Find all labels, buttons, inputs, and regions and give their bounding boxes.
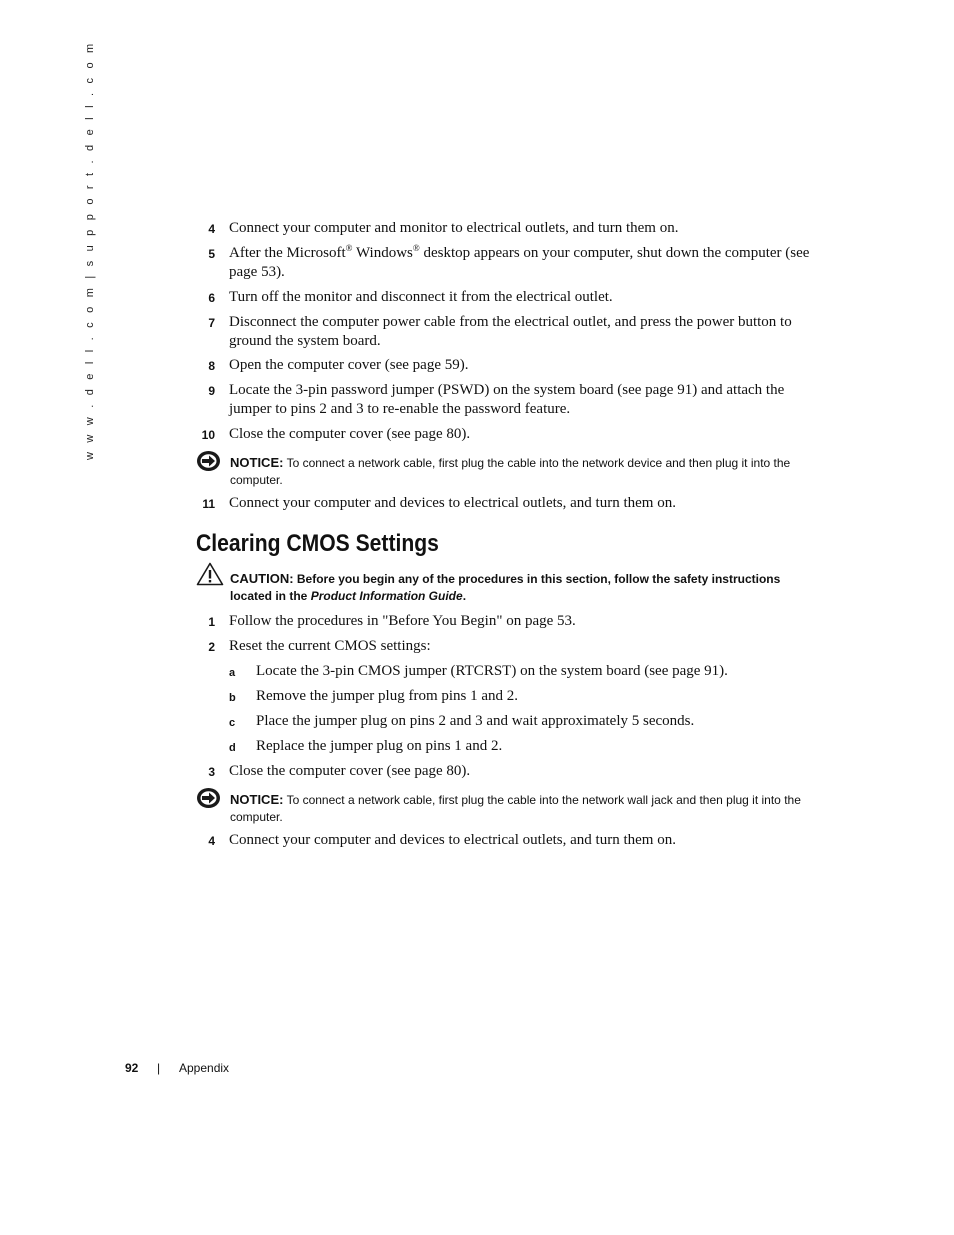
step-text: Connect your computer and devices to electrical outlets, and turn them on.	[229, 832, 676, 848]
caution-box: CAUTION: Before you begin any of the procedures in this section, follow the safety instructions located in the Product Information Guide.	[196, 570, 816, 605]
side-url: w w w . d e l l . c o m | s u p p o r t . d e l l . c o m	[84, 40, 96, 460]
step-number: 9	[208, 384, 215, 398]
list-item	[196, 313, 816, 351]
step-text: Connect your computer and devices to electrical outlets, and turn them on.	[229, 495, 676, 511]
notice-box	[196, 791, 816, 826]
step-number: 7	[208, 316, 215, 330]
step-number: 5	[208, 247, 215, 261]
step-number: 11	[202, 497, 215, 511]
step-text: Reset the current CMOS settings:	[229, 638, 431, 654]
list-item	[196, 381, 816, 419]
list-item	[196, 637, 816, 656]
substep-letter: d	[229, 742, 236, 754]
registered-mark: ®	[345, 243, 353, 253]
step-number: 4	[208, 222, 215, 236]
step-number: 6	[208, 291, 215, 305]
step-text: After the Microsoft® Windows® desktop appears on your computer, shut down the computer (see page 53).	[229, 243, 810, 280]
footer-separator: |	[157, 1061, 161, 1075]
caution-text: Before you begin any of the procedures in this section, follow the safety instructions located in the	[230, 572, 781, 603]
registered-mark: ®	[412, 243, 420, 253]
sub-list-item	[229, 712, 819, 731]
footer-section: Appendix	[179, 1061, 230, 1075]
section-heading: Clearing CMOS Settings	[196, 530, 439, 557]
step-text: Follow the procedures in "Before You Begin" on page 53.	[229, 613, 576, 629]
step-number: 2	[208, 640, 215, 654]
step-number: 1	[208, 615, 215, 629]
sub-list-item	[229, 687, 819, 706]
list-item	[196, 288, 816, 307]
list-item	[196, 425, 816, 444]
step-text: Disconnect the computer power cable from the electrical outlet, and press the power button to ground the system board.	[229, 314, 792, 349]
caution-label: CAUTION:	[230, 571, 294, 586]
notice-text: To connect a network cable, first plug the cable into the network wall jack and then plug it into the computer.	[230, 793, 801, 824]
substep-letter: a	[229, 667, 236, 679]
notice-label: NOTICE:	[230, 455, 284, 470]
step-text: Open the computer cover (see page 59).	[229, 357, 469, 373]
notice-icon	[196, 787, 221, 809]
substep-text: Replace the jumper plug on pins 1 and 2.	[256, 738, 503, 754]
notice-icon	[196, 450, 221, 472]
step-number: 4	[208, 834, 215, 848]
list-item	[196, 762, 816, 781]
list-item	[196, 494, 816, 513]
step-text: Locate the 3-pin password jumper (PSWD) on the system board (see page 91) and attach the jumper to pins 2 and 3 to re-enable the password feature.	[229, 382, 785, 417]
page-number: 92	[125, 1061, 139, 1075]
list-item	[196, 831, 816, 850]
step-number: 3	[208, 765, 215, 779]
substep-text: Locate the 3-pin CMOS jumper (RTCRST) on the system board (see page 91).	[256, 663, 728, 679]
substep-text: Place the jumper plug on pins 2 and 3 and wait approximately 5 seconds.	[256, 713, 695, 729]
caution-guide-title: Product Information Guide	[310, 589, 463, 603]
list-item	[196, 356, 816, 375]
list-item	[196, 612, 816, 631]
step-text: Close the computer cover (see page 80).	[229, 426, 471, 442]
sub-list-item	[229, 737, 819, 756]
step-text: Close the computer cover (see page 80).	[229, 763, 471, 779]
notice-text: To connect a network cable, first plug the cable into the network device and then plug it into the computer.	[230, 456, 791, 487]
warning-icon	[196, 562, 224, 586]
substep-letter: c	[229, 717, 236, 729]
substep-letter: b	[229, 692, 236, 704]
step-text: Turn off the monitor and disconnect it from the electrical outlet.	[229, 289, 613, 305]
step-number: 10	[201, 428, 215, 442]
list-item	[196, 244, 816, 282]
step-number: 8	[208, 359, 215, 373]
list-item	[196, 219, 816, 238]
sub-list-item	[229, 662, 819, 681]
notice-box	[196, 454, 816, 489]
substep-text: Remove the jumper plug from pins 1 and 2.	[256, 688, 519, 704]
step-text: Connect your computer and monitor to electrical outlets, and turn them on.	[229, 220, 679, 236]
notice-label: NOTICE:	[230, 792, 284, 807]
